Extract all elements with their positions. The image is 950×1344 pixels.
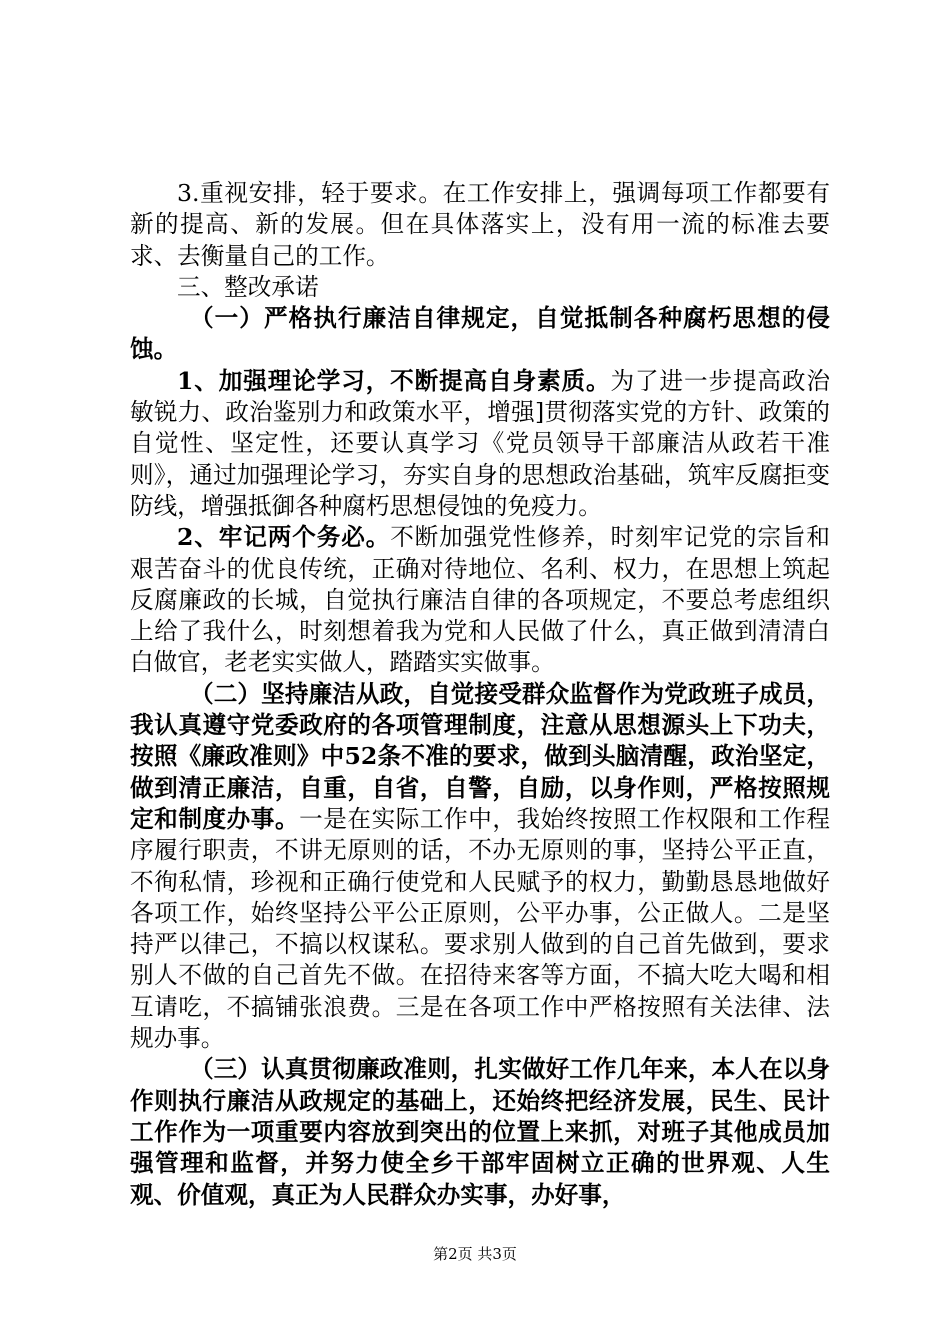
- document-body: [130, 178, 830, 1211]
- paragraph-text: 不断加强党性修养，时刻牢记党的宗旨和艰苦奋斗的优良传统，正确对待地位、名利、权力，在思想上筑起反腐廉政的长城，自觉执行廉洁自律的各项规定，不要总考虑组织上给了我什么，时刻想着我为党和人民做了什么，真正做到清清白白做官，老老实实做人，踏踏实实做事。: [130, 523, 831, 677]
- page-footer: [0, 1244, 950, 1264]
- paragraph-text: 一是在实际工作中，我始终按照工作权限和工作程序履行职责，不讲无原则的话，不办无原则的事，坚持公平正直，不徇私情，珍视和正确行使党和人民赋予的权力，勤勤恳恳地做好各项工作，始终坚持公平公正原则，公平办事，公正做人。二是坚持严以律己，不搞以权谋私。要求别人做到的自己首先做到，要求别人不做的自己首先不做。在招待来客等方面，不搞大吃大喝和相互请吃，不搞铺张浪费。三是在各项工作中严格按照有关法律、法规办事。: [130, 804, 831, 1053]
- paragraph-lead: 2、牢记两个务必。: [177, 523, 391, 552]
- paragraph-lead: （二）坚持廉洁从政，自觉接受群众监督作为党政班子成员，我认真遵守党委政府的各项管理制度，注意从思想源头上下功夫，按照《廉政准则》中52条不准的要求，做到头脑清醒，政治坚定，做到清正廉洁，自重，自省，自警，自励，以身作则，严格按照规定和制度办事。: [130, 679, 830, 833]
- section-heading-rectification: [130, 272, 830, 303]
- paragraph-lead: （三）认真贯彻廉政准则，扎实做好工作几年来，本人在以身作则执行廉洁从政规定的基础上，还始终把经济发展，民生、民计工作作为一项重要内容放到突出的位置上来抓，对班子其他成员加强管理和监督，并努力使全乡干部牢固树立正确的世界观、人生观、价值观，真正为人民群众办实事，办好事，: [130, 1055, 830, 1209]
- paragraph-shortcoming-3: [130, 178, 830, 272]
- section-heading-text: 三、整改承诺: [177, 272, 319, 301]
- paragraph-two-musts: [130, 522, 830, 678]
- paragraph-lead: 1、加强理论学习，不断提高自身素质。: [177, 366, 611, 395]
- paragraph-text: 为了进一步提高政治敏锐力、政治鉴别力和政策水平，增强]贯彻落实党的方针、政策的自觉性、坚定性，还要认真学习《党员领导干部廉洁从政若干准则》，通过加强理论学习，夯实自身的思想政治基础，筑牢反腐拒变防线，增强抵御各种腐朽思想侵蚀的免疫力。: [130, 366, 830, 520]
- page-number-label: 第2页 共3页: [433, 1245, 517, 1263]
- paragraph-commitment-2: [130, 679, 830, 1055]
- paragraph-lead: （一）严格执行廉洁自律规定，自觉抵制各种腐朽思想的侵蚀。: [130, 304, 830, 364]
- paragraph-theory-study: [130, 366, 830, 522]
- paragraph-commitment-3: [130, 1054, 830, 1210]
- paragraph-commitment-1: [130, 303, 830, 366]
- paragraph-text: 3.重视安排，轻于要求。在工作安排上，强调每项工作都要有新的提高、新的发展。但在具体落实上，没有用一流的标准去要求、去衡量自己的工作。: [130, 179, 830, 270]
